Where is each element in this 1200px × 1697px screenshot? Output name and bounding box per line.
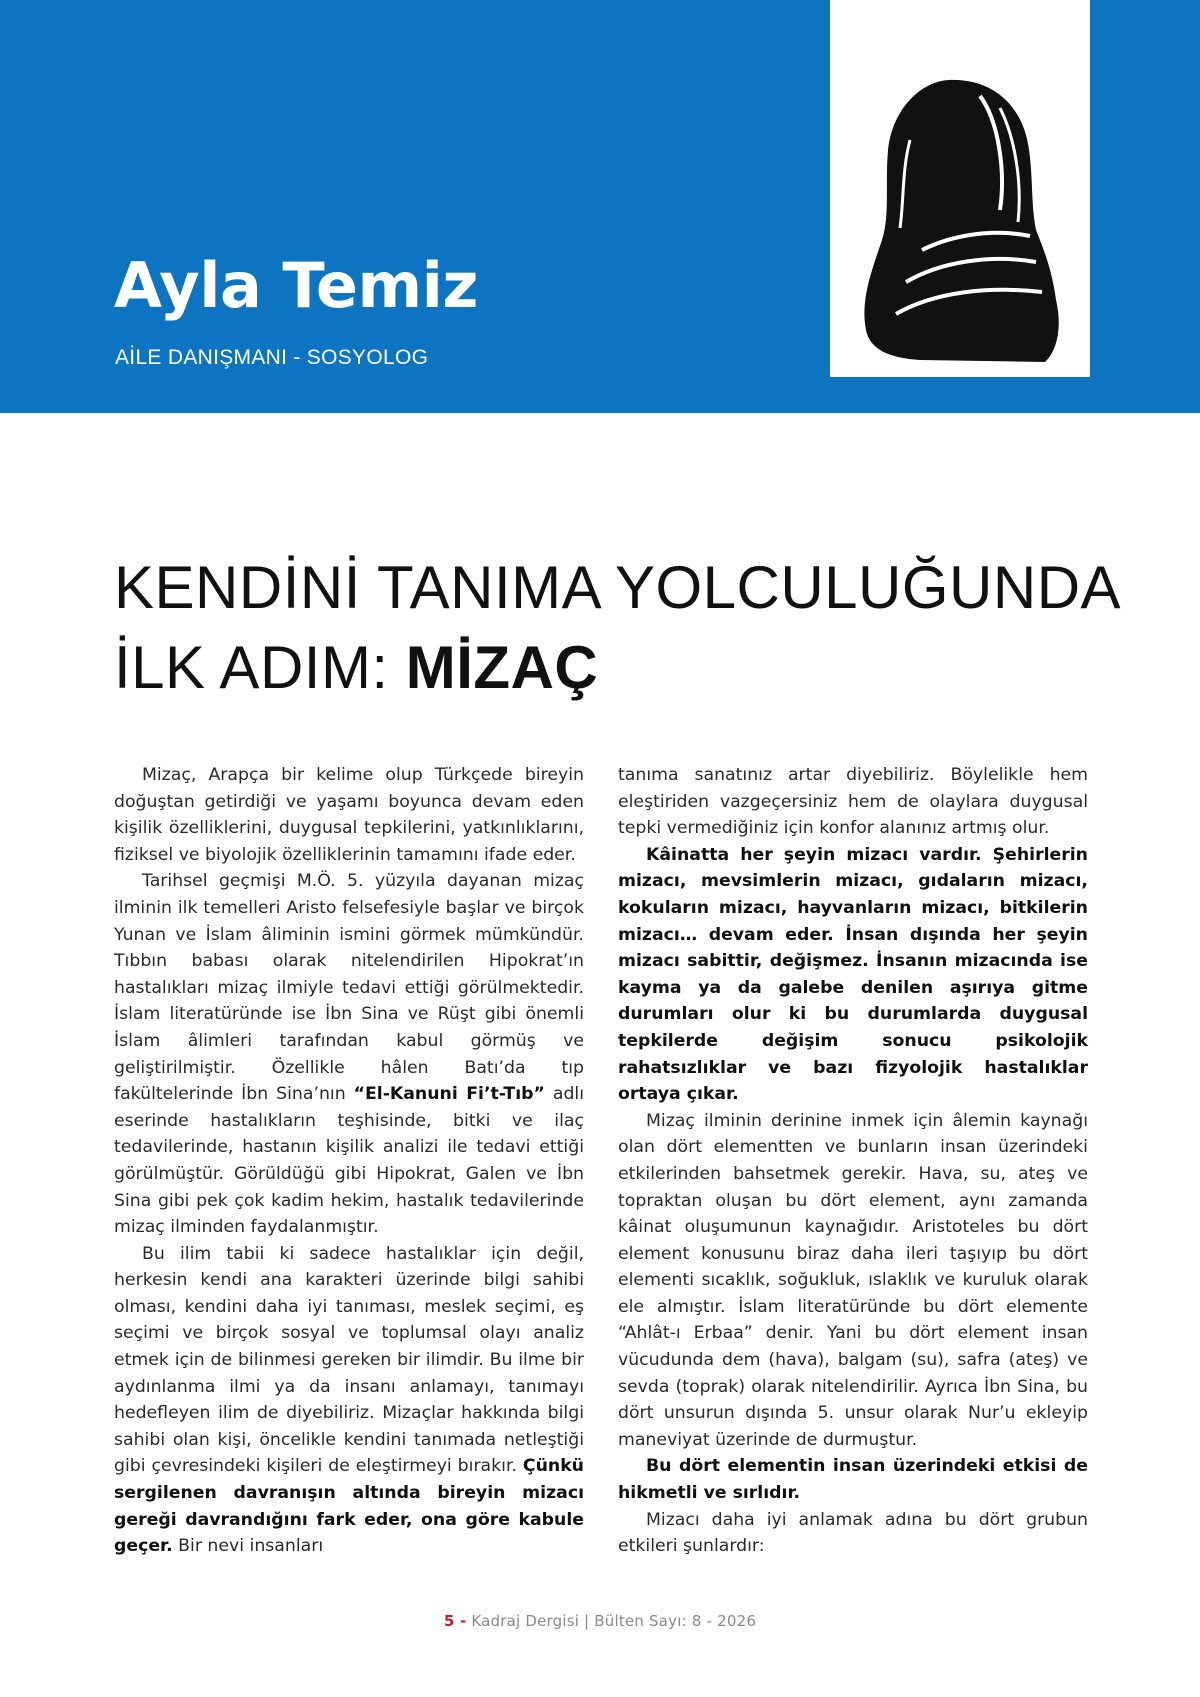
paragraph-6-bold: Bu dört elementin insan üzerindeki etkisi de hikmetli ve sırlıdır. xyxy=(618,1456,1088,1504)
paragraph-1: Mizaç, Arapça bir kelime olup Türkçede bireyin doğuştan getirdiği ve yaşamı boyunca devam eden kişilik özelliklerini, duygusal tepkilerini, yatkınlıklarını, fiziksel ve biyolojik özelliklerinin tamamını ifade eder. xyxy=(114,765,584,865)
article-column-right xyxy=(618,762,1088,1560)
paragraph-3 xyxy=(114,1241,584,1560)
paragraph-2-bold: “El-Kanuni Fi’t-Tıb” xyxy=(353,1084,545,1105)
title-line-2-bold: MİZAÇ xyxy=(405,634,599,701)
paragraph-3-continued: tanıma sanatınız artar diyebiliriz. Böylelikle hem eleştiriden vazgeçersiniz hem de olaylara duygusal tepki vermediğiniz için konfor alanınız artmış olur. xyxy=(618,765,1088,839)
author-photo xyxy=(830,0,1090,377)
paragraph-7: Mizacı daha iyi anlamak adına bu dört grubun etkileri şunlardır: xyxy=(618,1509,1088,1557)
header-banner xyxy=(0,0,1200,413)
title-line-2-prefix: İLK ADIM: xyxy=(114,634,406,701)
page-footer xyxy=(0,1612,1200,1630)
paragraph-6 xyxy=(618,1453,1088,1506)
title-line-1: KENDİNİ TANIMA YOLCULUĞUNDA xyxy=(114,554,1122,621)
paragraph-3-text-a: Bu ilim tabii ki sadece hastalıklar için değil, herkesin kendi ana karakteri üzerinde bilgi sahibi olması, kendini daha iyi tanıması, meslek seçimi, eş seçimi ve birçok sosyal ve toplumsal olayı analiz etmek için de bilinmesi gereken bir ilimdir. Bu ilme bir aydınlanma ilmi ya da insanı anlamayı, tanımayı hedefleyen ilim de diyebiliriz. Mizaçlar hakkında bilgi sahibi olan kişi, öncelikle kendini tanımada netleştiği gibi çevresindeki kişileri de eleştirmeyi bırakır. xyxy=(114,1243,584,1477)
paragraph-3-text-b: Bir nevi insanları xyxy=(172,1536,324,1557)
paragraph-2 xyxy=(114,868,584,1240)
paragraph-5: Mizaç ilminin derinine inmek için âlemin kaynağı olan dört elementten ve bunların insan üzerindeki etkilerinden bahsetmek gerekir. Hava, su, ateş ve topraktan oluşan bu dört element, aynı zamanda kâinat oluşumunun kaynağıdır. Aristoteles bu dört element konusunu biraz daha ileri taşıyıp bu dört elementi sıcaklık, soğukluk, ıslaklık ve kuruluk olarak ele almıştır. İslam literatüründe bu dört elemente “Ahlât-ı Erbaa” denir. Yani bu dört element insan vücudunda dem (hava), balgam (su), safra (ateş) ve sevda (toprak) olarak nitelendirilir. Ayrıca İbn Sina, bu dört unsurun dışında 5. unsur olarak Nur’u ekleyip maneviyat üzerinde de durmuştur. xyxy=(618,1110,1088,1450)
page-number: 5 - xyxy=(443,1612,467,1630)
hijab-woman-silhouette-icon xyxy=(830,0,1090,377)
publication-info: Kadraj Dergisi | Bülten Sayı: 8 - 2026 xyxy=(471,1612,757,1630)
article-column-left xyxy=(114,762,584,1560)
author-name: Ayla Temiz xyxy=(114,249,478,322)
paragraph-4-bold: Kâinatta her şeyin mizacı vardır. Şehirlerin mizacı, mevsimlerin mizacı, gıdaların mizacı, kokuların mizacı, hayvanların mizacı, bitkilerin mizacı… devam eder. İnsan dışında her şeyin mizacı sabittir, değişmez. İnsanın mizacında ise kayma ya da galebe denilen aşırıya gitme durumları olur ki bu durumlarda duygusal tepkilerde değişim sonucu psikolojik rahatsızlıklar ve bazı fizyolojik hastalıklar ortaya çıkar. xyxy=(618,844,1088,1105)
article-title xyxy=(114,548,1121,708)
paragraph-2-text-b: adlı eserinde hastalıkların teşhisinde, bitki ve ilaç tedavilerinde, hastanın kişilik analizi ile tedavi ettiği görülmüştür. Görüldüğü gibi Hipokrat, Galen ve İbn Sina gibi pek çok kadim hekim, hastalık tedavilerinde mizaç ilminden faydalanmıştır. xyxy=(114,1084,585,1238)
paragraph-2-text-a: Tarihsel geçmişi M.Ö. 5. yüzyıla dayanan mizaç ilminin ilk temelleri Aristo felsefesiyle başlar ve birçok Yunan ve İslam âliminin ismini görmek mümkündür. Tıbbın babası olarak nitelendirilen Hipokrat’ın hastalıkları mizaç ilmiyle tedavi ettiği görülmektedir. İslam literatüründe ise İbn Sina ve Rüşt gibi önemli İslam âlimleri tarafından kabul görmüş ve geliştirilmiştir. Özellikle hâlen Batı’da tıp fakültelerinde İbn Sina’nın xyxy=(114,871,584,1105)
paragraph-3-bold: Çünkü sergilenen davranışın altında bireyin mizacı gereği davrandığını fark eder, ona göre kabule geçer. xyxy=(114,1456,584,1557)
author-role: AİLE DANIŞMANI - SOSYOLOG xyxy=(115,346,429,369)
paragraph-4 xyxy=(618,842,1088,1108)
